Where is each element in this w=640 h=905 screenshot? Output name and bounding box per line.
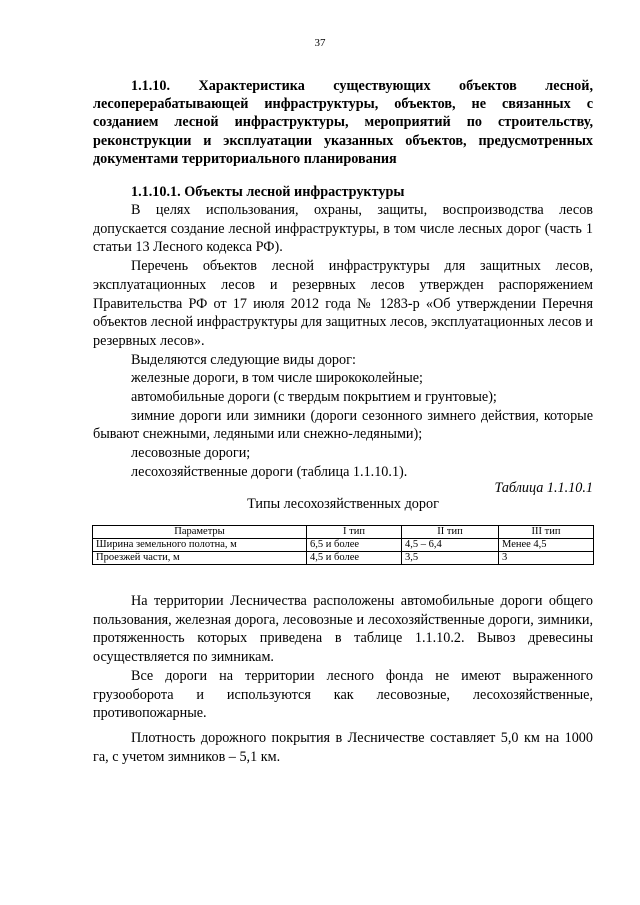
table-row bbox=[93, 552, 594, 565]
table-cell: 4,5 и более bbox=[307, 552, 402, 565]
table-cell: 4,5 – 6,4 bbox=[402, 539, 499, 552]
table-cell: 3 bbox=[499, 552, 594, 565]
table-header-cell: I тип bbox=[307, 526, 402, 539]
page-number: 37 bbox=[314, 37, 326, 49]
table-cell: Менее 4,5 bbox=[499, 539, 594, 552]
table-header-cell: II тип bbox=[402, 526, 499, 539]
road-type-item: лесохозяйственные дороги (таблица 1.1.10.1). bbox=[131, 463, 408, 480]
table-header-cell: Параметры bbox=[93, 526, 307, 539]
paragraph: Все дороги на территории лесного фонда не имеют выраженного грузооборота и используются как лесовозные, лесохозяйственные, противопожарные. bbox=[93, 667, 593, 722]
intro-text bbox=[93, 201, 593, 482]
table-header-cell: III тип bbox=[499, 526, 594, 539]
road-type-item: железные дороги, в том числе ширококолейные; bbox=[131, 370, 423, 387]
paragraph: В целях использования, охраны, защиты, воспроизводства лесов допускается создание лесной инфраструктуры, в том числе лесных дорог (часть 1 статьи 13 Лесного кодекса РФ). bbox=[93, 202, 593, 256]
paragraph: Перечень объектов лесной инфраструктуры для защитных лесов, эксплуатационных лесов и резервных лесов утвержден распоряжением Правительства РФ от 17 июля 2012 года № 1283-р «Об утверждении Перечня объектов лесной инфраструктуры для защитных лесов, эксплуатационных лесов и резервных лесов». bbox=[93, 258, 593, 349]
table-caption: Таблица 1.1.10.1 bbox=[494, 480, 593, 496]
table-header-row bbox=[93, 526, 594, 539]
density-text bbox=[93, 729, 593, 766]
table-cell: 3,5 bbox=[402, 552, 499, 565]
table-title: Типы лесохозяйственных дорог bbox=[247, 496, 439, 512]
table-cell: Проезжей части, м bbox=[93, 552, 307, 565]
table-row bbox=[93, 539, 594, 552]
subsection-heading: 1.1.10.1. Объекты лесной инфраструктуры bbox=[131, 184, 405, 200]
road-types-table bbox=[92, 525, 594, 565]
table-cell: Ширина земельного полотна, м bbox=[93, 539, 307, 552]
paragraph: На территории Лесничества расположены автомобильные дороги общего пользования, железная дорога, лесовозные и лесохозяйственные дороги, зимники, протяженность которых приведена в таблице 1.1.10.2. Вывоз древесины осуществляется по зимникам. bbox=[93, 593, 593, 666]
paragraph: Выделяются следующие виды дорог: bbox=[131, 351, 356, 368]
paragraph: Плотность дорожного покрытия в Лесничестве составляет 5,0 км на 1000 га, с учетом зимников – 5,1 км. bbox=[93, 730, 593, 765]
road-type-item: зимние дороги или зимники (дороги сезонного зимнего действия, которые бывают снежными, ледяными или снежно-ледяными); bbox=[93, 407, 593, 443]
after-table-text bbox=[93, 592, 593, 723]
road-type-item: автомобильные дороги (с твердым покрытием и грунтовые); bbox=[131, 389, 497, 406]
road-type-item: лесовозные дороги; bbox=[131, 445, 251, 462]
section-heading: 1.1.10. Характеристика существующих объектов лесной, лесоперерабатывающей инфраструктуры, объектов, не связанных с созданием лесной инфраструктуры, мероприятий по строительству, реконструкции и эксплуатации указанных объектов, предусмотренных документами территориального планирования bbox=[93, 78, 593, 167]
table-cell: 6,5 и более bbox=[307, 539, 402, 552]
